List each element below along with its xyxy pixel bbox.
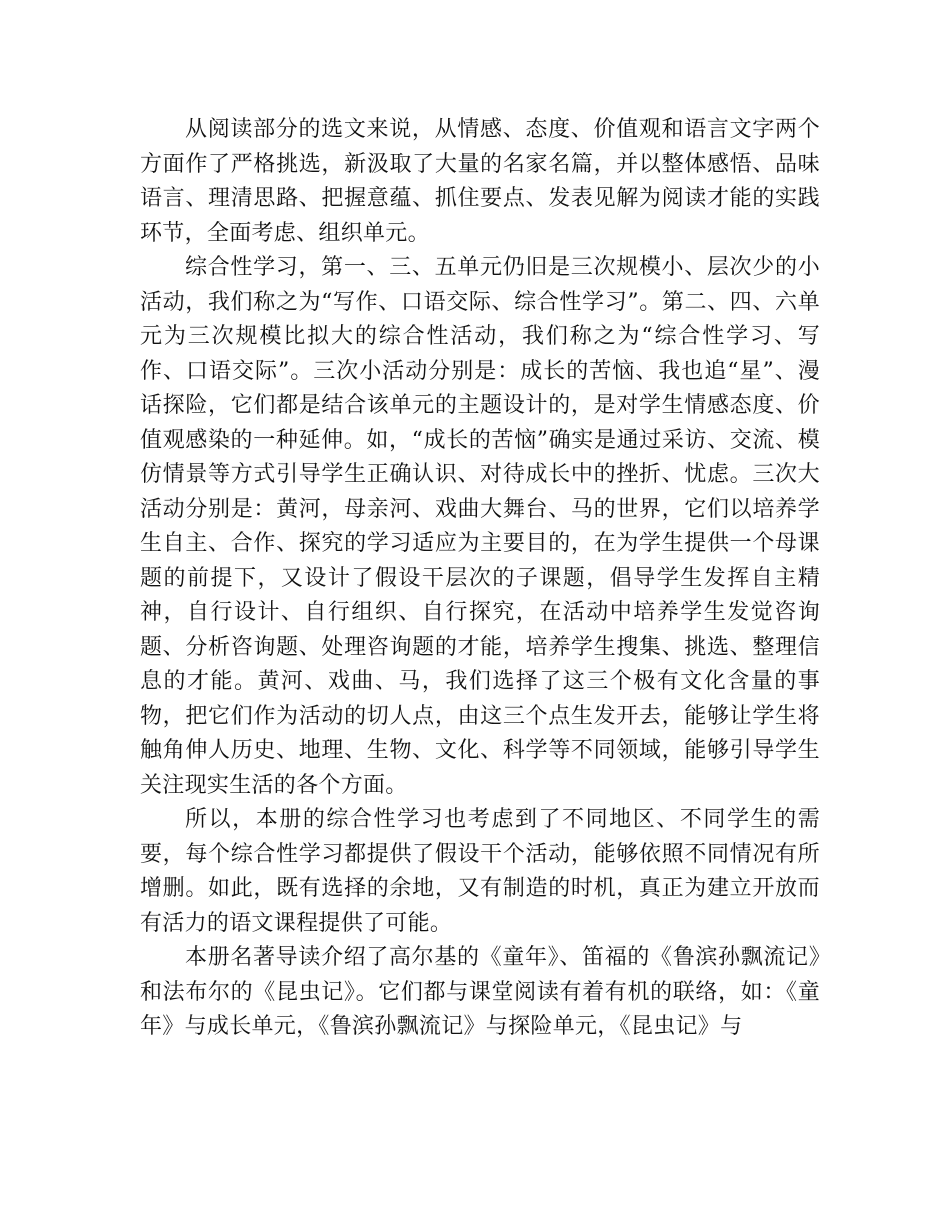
paragraph-consideration: 所以，本册的综合性学习也考虑到了不同地区、不同学生的需要，每个综合性学习都提供了假设干个活动，能够依照不同情况有所增删。如此，既有选择的余地，又有制造的时机，真正为建立开放而有活力的语文课程提供了可能。	[140, 807, 820, 936]
paragraph-comprehensive-learning: 综合性学习，第一、三、五单元仍旧是三次规模小、层次少的小活动，我们称之为“写作、口语交际、综合性学习”。第二、四、六单元为三次规模比拟大的综合性活动，我们称之为“综合性学习、写作、口语交际”。三次小活动分别是：成长的苦恼、我也追“星”、漫话探险，它们都是结合该单元的主题设计的，是对学生情感态度、价值观感染的一种延伸。如，“成长的苦恼”确实是通过采访、交流、模仿情景等方式引导学生正确认识、对待成长中的挫折、忧虑。三次大活动分别是：黄河，母亲河、戏曲大舞台、马的世界，它们以培养学生自主、合作、探究的学习适应为主要目的，在为学生提供一个母课题的前提下，又设计了假设干层次的子课题，倡导学生发挥自主精神，自行设计、自行组织、自行探究，在活动中培养学生发觉咨询题、分析咨询题、处理咨询题的才能，培养学生搜集、挑选、整理信息的才能。黄河、戏曲、马，我们选择了这三个极有文化含量的事物，把它们作为活动的切人点，由这三个点生发开去，能够让学生将触角伸人历史、地理、生物、文化、科学等不同领域，能够引导学生关注现实生活的各个方面。	[140, 255, 820, 798]
paragraph-classic-reading-guide: 本册名著导读介绍了高尔基的《童年》、笛福的《鲁滨孙飘流记》和法布尔的《昆虫记》。它们都与课堂阅读有着有机的联络，如：《童年》与成长单元，《鲁滨孙飘流记》与探险单元，《昆虫记》与	[140, 945, 820, 1039]
document-page	[140, 113, 820, 1045]
paragraph-reading-selection: 从阅读部分的选文来说，从情感、态度、价值观和语言文字两个方面作了严格挑选，新汲取了大量的名家名篇，并以整体感悟、品味语言、理清思路、把握意蕴、抓住要点、发表见解为阅读才能的实践环节，全面考虑、组织单元。	[140, 117, 820, 246]
